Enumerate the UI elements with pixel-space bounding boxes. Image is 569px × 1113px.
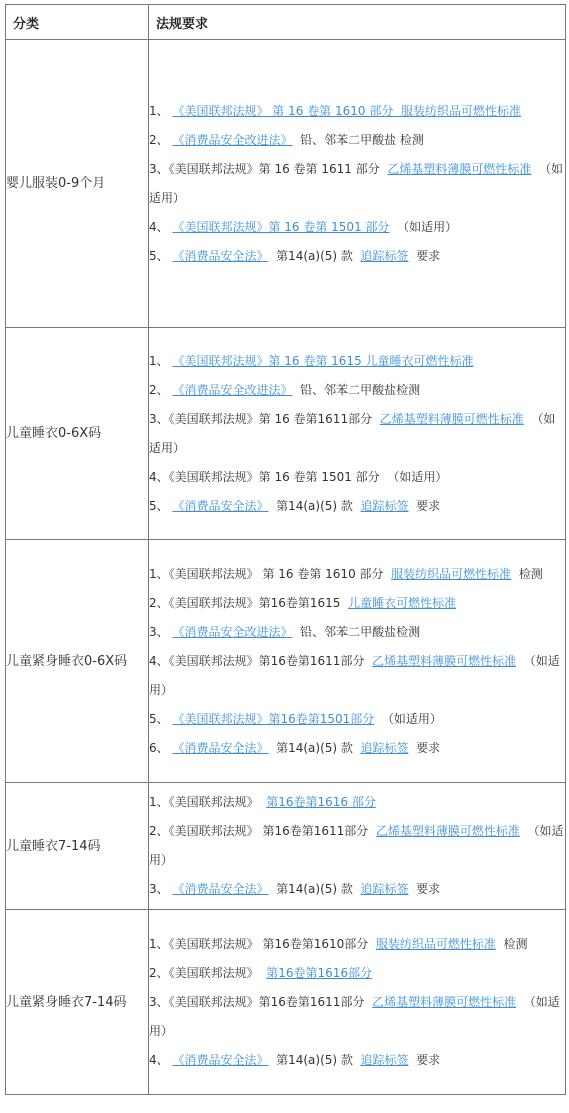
requirement-text: 3、 <box>149 624 173 639</box>
regulation-link[interactable]: 乙烯基塑料薄膜可燃性标准 <box>379 411 524 426</box>
requirements-cell <box>149 40 566 328</box>
table-row <box>6 910 566 1095</box>
requirement-text: 4、 <box>149 219 173 234</box>
regulation-link[interactable]: 《美国联邦法规》第16卷第1501部分 <box>172 711 375 726</box>
table-row <box>6 783 566 910</box>
requirement-text: 铅、邻苯二甲酸盐 检测 <box>292 132 424 147</box>
requirement-text: 检测 <box>511 566 543 581</box>
requirement-text: 2、《美国联邦法规》第16卷第1615 <box>149 595 349 610</box>
regulation-link[interactable]: 乙烯基塑料薄膜可燃性标准 <box>387 161 532 176</box>
regulation-link[interactable]: 《消费品安全法》 <box>172 882 269 896</box>
regulation-link[interactable]: 第16卷第1616部分 <box>266 965 373 980</box>
table-row <box>6 328 566 540</box>
requirements-cell <box>149 783 566 910</box>
requirement-text: （如适用） <box>389 219 458 234</box>
requirement-item <box>149 959 565 988</box>
regulation-link[interactable]: 《美国联邦法规》 第 16 卷第 1610 部分 服装纺织品可燃性标准 <box>172 103 521 118</box>
requirement-text: 3、《美国联邦法规》第16卷第1611部分 <box>149 994 373 1009</box>
regulation-link[interactable]: 《消费品安全改进法》 <box>172 132 293 147</box>
requirement-text: 2、 <box>149 382 173 397</box>
requirement-text: 第14(a)(5) 款 <box>268 248 361 263</box>
regulation-link[interactable]: 服装纺织品可燃性标准 <box>391 566 512 581</box>
requirement-text: （如适用） <box>149 824 564 867</box>
header-row <box>6 5 566 40</box>
requirement-text: （如适用） <box>149 994 560 1038</box>
category-cell: 儿童睡衣0-6X码 <box>6 328 149 540</box>
requirement-text: 4、 <box>149 1052 173 1067</box>
regulation-link[interactable]: 《消费品安全改进法》 <box>172 382 293 397</box>
requirement-item <box>149 405 565 463</box>
requirement-item <box>149 242 565 271</box>
requirement-text: 第14(a)(5) 款 <box>268 498 361 513</box>
requirement-text: 铅、邻苯二甲酸盐检测 <box>292 382 421 397</box>
table-row <box>6 40 566 328</box>
requirement-text: 1、《美国联邦法规》 第16卷第1610部分 <box>149 936 376 951</box>
requirement-item <box>149 492 565 521</box>
requirement-item <box>149 788 565 817</box>
requirement-item <box>149 930 565 959</box>
requirements-cell <box>149 328 566 540</box>
category-cell: 婴儿服装0-9个月 <box>6 40 149 328</box>
requirement-text: 要求 <box>408 740 441 755</box>
requirement-item <box>149 589 565 618</box>
requirement-text: （如适用） <box>149 653 560 697</box>
regulation-table <box>5 4 566 1095</box>
regulation-link[interactable]: 《美国联邦法规》第 16 卷第 1501 部分 <box>172 219 390 234</box>
requirement-text: 3、《美国联邦法规》第 16 卷第 1611 部分 <box>149 161 388 176</box>
regulation-link[interactable]: 追踪标签 <box>360 248 409 263</box>
requirement-item <box>149 734 565 763</box>
requirement-item <box>149 126 565 155</box>
category-cell: 儿童紧身睡衣7-14码 <box>6 910 149 1095</box>
regulation-link[interactable]: 服装纺织品可燃性标准 <box>375 936 496 951</box>
requirement-item <box>149 705 565 734</box>
header-category: 分类 <box>6 5 149 40</box>
requirement-text: 第14(a)(5) 款 <box>268 740 361 755</box>
requirement-item <box>149 155 565 213</box>
requirement-text: 1、《美国联邦法规》 第 16 卷第 1610 部分 <box>149 566 392 581</box>
header-requirements: 法规要求 <box>149 5 566 40</box>
regulation-link[interactable]: 《消费品安全法》 <box>172 740 269 755</box>
requirement-item <box>149 213 565 242</box>
requirement-text: 要求 <box>408 882 441 896</box>
regulation-link[interactable]: 乙烯基塑料薄膜可燃性标准 <box>372 653 517 668</box>
regulation-link[interactable]: 《消费品安全法》 <box>172 248 269 263</box>
requirements-cell <box>149 540 566 783</box>
requirement-text: 4、《美国联邦法规》第16卷第1611部分 <box>149 653 373 668</box>
regulation-link[interactable]: 儿童睡衣可燃性标准 <box>348 595 457 610</box>
table-row <box>6 540 566 783</box>
category-cell: 儿童紧身睡衣0-6X码 <box>6 540 149 783</box>
regulation-link[interactable]: 追踪标签 <box>360 740 409 755</box>
requirement-item <box>149 463 565 492</box>
requirement-text: 3、《美国联邦法规》第 16 卷第1611部分 <box>149 411 380 426</box>
requirement-text: （如适用） <box>149 161 563 205</box>
regulation-link[interactable]: 第16卷第1616 部分 <box>266 795 376 809</box>
requirement-text: 铅、邻苯二甲酸盐检测 <box>292 624 421 639</box>
requirement-item <box>149 560 565 589</box>
regulation-link[interactable]: 乙烯基塑料薄膜可燃性标准 <box>372 994 517 1009</box>
requirement-text: 1、 <box>149 353 173 368</box>
requirement-text: 2、《美国联邦法规》 第16卷第1611部分 <box>149 824 376 838</box>
category-cell: 儿童睡衣7-14码 <box>6 783 149 910</box>
requirement-text: 2、 <box>149 132 173 147</box>
regulation-link[interactable]: 乙烯基塑料薄膜可燃性标准 <box>375 824 520 838</box>
regulation-link[interactable]: 《消费品安全改进法》 <box>172 624 293 639</box>
requirement-text: 第14(a)(5) 款 <box>268 882 361 896</box>
requirement-item <box>149 376 565 405</box>
requirement-text: 2、《美国联邦法规》 <box>149 965 267 980</box>
requirement-text: 要求 <box>408 248 441 263</box>
requirement-item <box>149 988 565 1046</box>
regulation-link[interactable]: 追踪标签 <box>360 882 409 896</box>
requirement-text: 检测 <box>495 936 528 951</box>
requirement-item <box>149 647 565 705</box>
requirement-text: 5、 <box>149 498 173 513</box>
requirement-item <box>149 817 565 875</box>
regulation-link[interactable]: 《消费品安全法》 <box>172 1052 269 1067</box>
requirements-cell <box>149 910 566 1095</box>
requirement-text: 要求 <box>408 498 441 513</box>
requirement-text: 5、 <box>149 248 173 263</box>
requirement-text: 1、 <box>149 103 173 118</box>
requirement-item <box>149 347 565 376</box>
requirement-text: （如适用） <box>374 711 442 726</box>
requirement-text: 第14(a)(5) 款 <box>268 1052 361 1067</box>
requirement-text: 6、 <box>149 740 173 755</box>
requirement-item <box>149 618 565 647</box>
regulation-link[interactable]: 《美国联邦法规》第 16 卷第 1615 儿童睡衣可燃性标准 <box>172 353 474 368</box>
requirement-text: 3、 <box>149 882 173 896</box>
regulation-link[interactable]: 追踪标签 <box>360 1052 409 1067</box>
requirement-item <box>149 875 565 904</box>
requirement-text: 4、《美国联邦法规》第 16 卷第 1501 部分 （如适用） <box>149 469 448 484</box>
requirement-item <box>149 1046 565 1075</box>
regulation-link[interactable]: 追踪标签 <box>360 498 409 513</box>
requirement-text: 要求 <box>408 1052 441 1067</box>
regulation-link[interactable]: 《消费品安全法》 <box>172 498 269 513</box>
requirement-text: （如适用） <box>149 411 556 455</box>
requirement-text: 1、《美国联邦法规》 <box>149 795 267 809</box>
requirement-text: 5、 <box>149 711 173 726</box>
requirement-item <box>149 97 565 126</box>
